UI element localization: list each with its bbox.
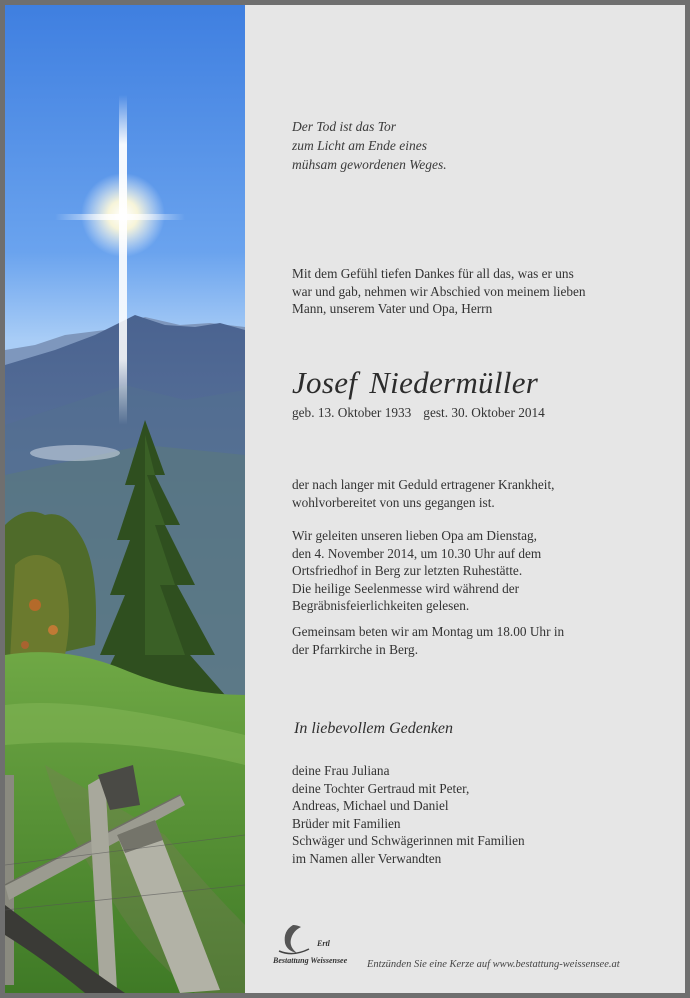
intro-line: Mit dem Gefühl tiefen Dankes für all das, was er uns <box>292 266 574 281</box>
obituary-text <box>292 5 672 993</box>
passing-paragraph <box>292 476 555 511</box>
mourner-line: Brüder mit Familien <box>292 815 401 831</box>
funeral-home-logo <box>273 923 351 969</box>
funeral-line: den 4. November 2014, um 10.30 Uhr auf dem <box>292 545 542 561</box>
motto-line: mühsam gewordenen Weges. <box>292 157 447 172</box>
passing-line: wohlvorbereitet von uns gegangen ist. <box>292 494 495 510</box>
intro-paragraph <box>292 265 586 318</box>
mountain-cross-photo <box>5 5 245 993</box>
death-date: gest. 30. Oktober 2014 <box>423 405 545 420</box>
funeral-line: Ortsfriedhof in Berg zur letzten Ruhestätte. <box>292 563 523 578</box>
motto <box>292 117 447 174</box>
motto-line: Der Tod ist das Tor <box>292 119 397 134</box>
funeral-line: Begräbnisfeierlichkeiten gelesen. <box>292 598 470 613</box>
prayer-line: Gemeinsam beten wir am Montag um 18.00 Uhr in <box>292 624 565 639</box>
motto-line: zum Licht am Ende eines <box>292 138 427 153</box>
mourner-line: im Namen aller Verwandten <box>292 850 442 866</box>
passing-line: der nach langer mit Geduld ertragener Krankheit, <box>292 477 555 492</box>
prayer-line: der Pfarrkirche in Berg. <box>292 641 419 657</box>
funeral-line: Die heilige Seelenmesse wird während der <box>292 580 520 596</box>
memory-heading: In liebevollem Gedenken <box>294 720 454 737</box>
candle-website-note[interactable]: Entzünden Sie eine Kerze auf www.bestattung-weissensee.at <box>367 959 620 970</box>
mourner-line: deine Tochter Gertraud mit Peter, <box>292 780 470 796</box>
mourner-line: deine Frau Juliana <box>292 763 390 778</box>
intro-line: Mann, unserem Vater und Opa, Herrn <box>292 301 493 316</box>
logo-ertl: Ertl <box>317 939 330 948</box>
mourners-list <box>292 762 525 867</box>
prayer-paragraph <box>292 623 564 658</box>
dove-icon <box>273 923 313 957</box>
first-name: Josef <box>292 365 358 400</box>
deceased-name <box>292 365 538 401</box>
last-name: Niedermüller <box>369 365 539 400</box>
funeral-paragraph <box>292 527 541 615</box>
intro-line: war und gab, nehmen wir Abschied von meinem lieben <box>292 283 586 299</box>
obituary-sheet <box>5 5 685 993</box>
mourner-line: Schwäger und Schwägerinnen mit Familien <box>292 833 525 848</box>
funeral-line: Wir geleiten unseren lieben Opa am Dienstag, <box>292 528 537 543</box>
mourner-line: Andreas, Michael und Daniel <box>292 798 449 813</box>
birth-date: geb. 13. Oktober 1933 <box>292 405 412 420</box>
logo-brand: Bestattung Weissensee <box>273 956 348 965</box>
life-dates <box>292 405 545 421</box>
